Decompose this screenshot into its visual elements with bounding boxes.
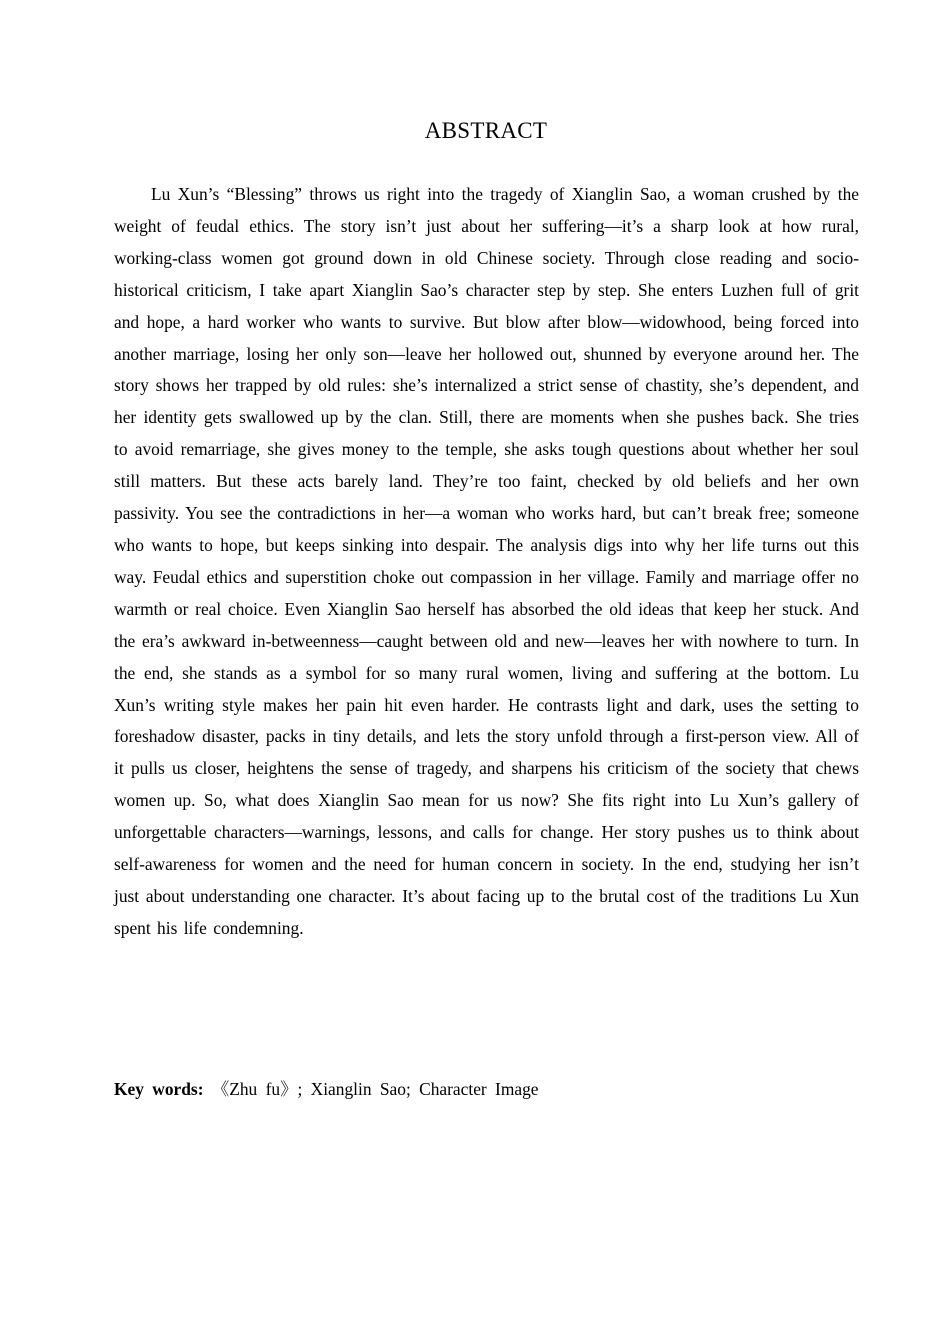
abstract-body: Lu Xun’s “Blessing” throws us right into the tragedy of Xianglin Sao, a woman crushed by the weight of feudal ethics. The story isn’t just about her suffering—it’s a sharp look at how rural, working-class women got ground down in old Chinese society. Through close reading and socio-historical criticism, I take apart Xianglin Sao’s character step by step. She enters Luzhen full of grit and hope, a hard worker who wants to survive. But blow after blow—widowhood, being forced into another marriage, losing her only son—leave her hollowed out, shunned by everyone around her. The story shows her trapped by old rules: she’s internalized a strict sense of chastity, she’s dependent, and her identity gets swallowed up by the clan. Still, there are moments when she pushes back. She tries to avoid remarriage, she gives money to the temple, she asks tough questions about whether her soul still matters. But these acts barely land. They’re too faint, checked by old beliefs and her own passivity. You see the contradictions in her—a woman who works hard, but can’t break free; someone who wants to hope, but keeps sinking into despair. The analysis digs into why her life turns out this way. Feudal ethics and superstition choke out compassion in her village. Family and marriage offer no warmth or real choice. Even Xianglin Sao herself has absorbed the old ideas that keep her stuck. And the era’s awkward in-betweenness—caught between old and new—leaves her with nowhere to turn. In the end, she stands as a symbol for so many rural women, living and suffering at the bottom. Lu Xun’s writing style makes her pain hit even harder. He contrasts light and dark, uses the setting to foreshadow disaster, packs in tiny details, and lets the story unfold through a first-person view. All of it pulls us closer, heightens the sense of tragedy, and sharpens his criticism of the society that chews women up. So, what does Xianglin Sao mean for us now? She fits right into Lu Xun’s gallery of unforgettable characters—warnings, lessons, and calls for change. Her story pushes us to think about self-awareness for women and the need for human concern in society. In the end, studying her isn’t just about understanding one character. It’s about facing up to the brutal cost of the traditions Lu Xun spent his life condemning.	[114, 184, 859, 938]
keywords-text: 《Zhu fu》; Xianglin Sao; Character Image	[203, 1079, 539, 1099]
keywords-line	[114, 1073, 859, 1105]
abstract-title: ABSTRACT	[424, 118, 548, 143]
keywords-label: Key words:	[114, 1079, 204, 1099]
